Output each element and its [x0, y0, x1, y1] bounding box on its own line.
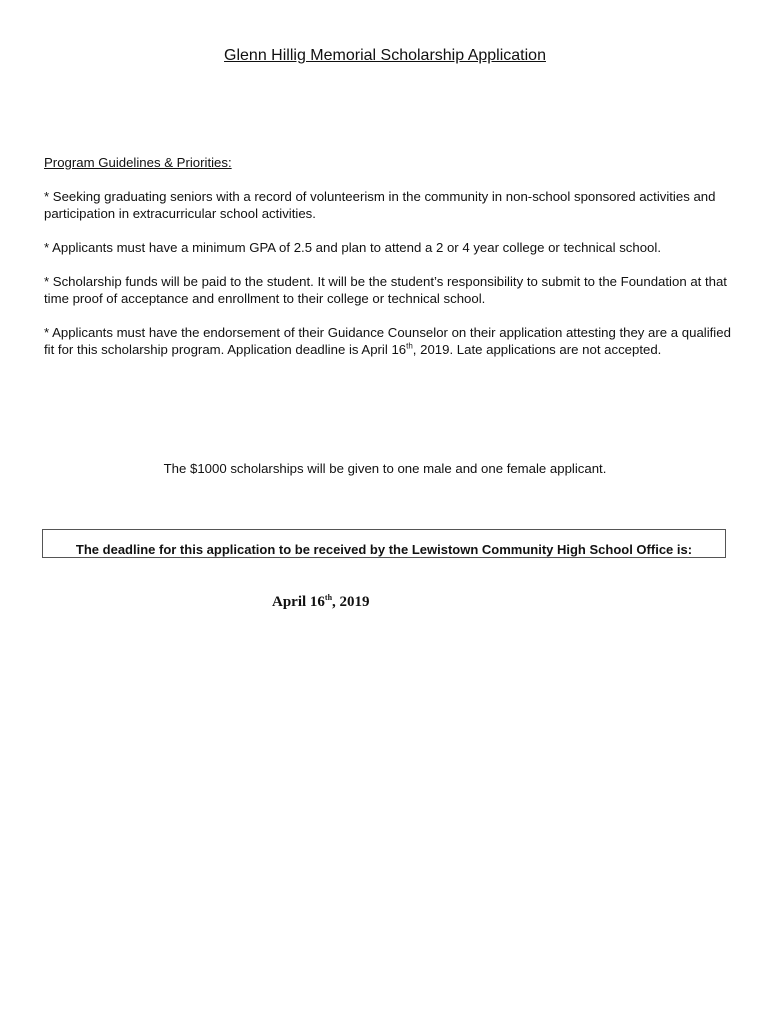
endorsement-superscript: th	[406, 341, 413, 351]
award-statement: The $1000 scholarships will be given to one male and one female applicant.	[163, 461, 607, 476]
deadline-date-before: April 16	[272, 594, 325, 610]
endorsement-text-before: * Applicants must have the endorsement of their Guidance Counselor on their application attesting they are a qualified fit for this scholarship program. Application deadline is April 16	[44, 325, 731, 357]
guidelines-heading: Program Guidelines & Priorities:	[44, 155, 232, 170]
guideline-item-gpa: * Applicants must have a minimum GPA of 2.5 and plan to attend a 2 or 4 year college or technical school.	[44, 240, 661, 255]
guideline-item-funds: * Scholarship funds will be paid to the student. It will be the student’s responsibility to submit to the Foundation at that time proof of acceptance and enrollment to their college or technical school.	[44, 274, 727, 306]
endorsement-text-after: , 2019. Late applications are not accepted.	[412, 341, 662, 357]
deadline-box	[42, 529, 726, 558]
guideline-item-endorsement	[44, 325, 734, 359]
deadline-date-superscript: th	[324, 593, 333, 602]
deadline-box-text: The deadline for this application to be received by the Lewistown Community High School Office is:	[75, 542, 693, 557]
document-title: Glenn Hillig Memorial Scholarship Application	[224, 47, 546, 64]
deadline-date-after: , 2019	[332, 594, 370, 610]
guideline-item-volunteerism: * Seeking graduating seniors with a record of volunteerism in the community in non-school sponsored activities and participation in extracurricular school activities.	[44, 189, 716, 221]
deadline-date	[272, 594, 370, 611]
